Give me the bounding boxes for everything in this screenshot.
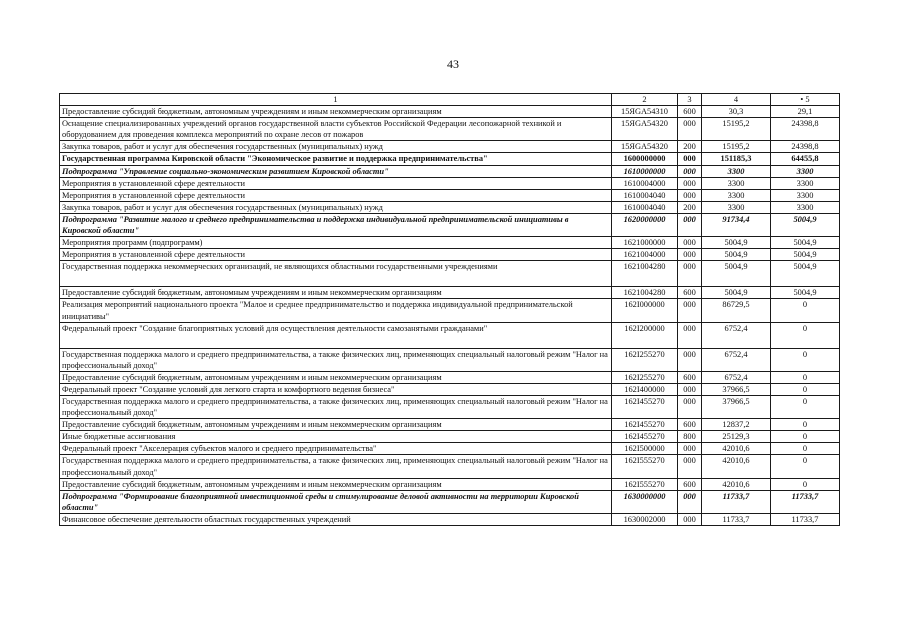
row-value-col4-cell: 3300 bbox=[702, 165, 771, 177]
row-value-col4-cell: 37966,5 bbox=[702, 395, 771, 418]
row-value-col5-cell: 0 bbox=[771, 322, 840, 348]
row-type-cell: 600 bbox=[678, 106, 702, 118]
row-name-cell: Финансовое обеспечение деятельности областных государственных учреждений bbox=[60, 513, 612, 525]
row-value-col4-cell: 11733,7 bbox=[702, 513, 771, 525]
row-name-cell: Государственная поддержка малого и среднего предпринимательства, а также физических лиц, применяющих специальный налоговый режим "Налог на профессиональный доход" bbox=[60, 455, 612, 478]
row-code-cell: 162I455270 bbox=[612, 419, 678, 431]
row-value-col4-cell: 15195,2 bbox=[702, 118, 771, 141]
row-value-col5-cell: 3300 bbox=[771, 165, 840, 177]
row-name-cell: Иные бюджетные ассигнования bbox=[60, 431, 612, 443]
row-value-col4-cell: 5004,9 bbox=[702, 287, 771, 299]
table-row bbox=[60, 513, 840, 525]
row-code-cell: 1620000000 bbox=[612, 213, 678, 236]
table-row bbox=[60, 455, 840, 478]
table-row bbox=[60, 261, 840, 287]
row-name-cell: Мероприятия в установленной сфере деятельности bbox=[60, 189, 612, 201]
table-row bbox=[60, 348, 840, 371]
row-code-cell: 162I200000 bbox=[612, 322, 678, 348]
row-name-cell: Федеральный проект "Создание условий для легкого старта и комфортного ведения бизнеса" bbox=[60, 383, 612, 395]
row-value-col5-cell: 64455,8 bbox=[771, 153, 840, 165]
row-value-col5-cell: 11733,7 bbox=[771, 513, 840, 525]
table-row bbox=[60, 299, 840, 322]
row-value-col5-cell: 24398,8 bbox=[771, 141, 840, 153]
row-type-cell: 600 bbox=[678, 478, 702, 490]
row-code-cell: 162I255270 bbox=[612, 371, 678, 383]
header-col-1: 1 bbox=[60, 94, 612, 106]
row-code-cell: 1630002000 bbox=[612, 513, 678, 525]
row-name-cell: Реализация мероприятий национального проекта "Малое и среднее предпринимательство и поддержка индивидуальной предпринимательской инициативы" bbox=[60, 299, 612, 322]
row-code-cell: 1621004280 bbox=[612, 287, 678, 299]
row-type-cell: 000 bbox=[678, 455, 702, 478]
row-value-col5-cell: 5004,9 bbox=[771, 237, 840, 249]
budget-table bbox=[59, 93, 840, 526]
row-type-cell: 200 bbox=[678, 141, 702, 153]
row-code-cell: 1630000000 bbox=[612, 490, 678, 513]
row-name-cell: Федеральный проект "Акселерация субъектов малого и среднего предпринимательства" bbox=[60, 443, 612, 455]
row-code-cell: 1610000000 bbox=[612, 165, 678, 177]
row-name-cell: Федеральный проект "Создание благоприятных условий для осуществления деятельности самозанятыми гражданами" bbox=[60, 322, 612, 348]
table-row bbox=[60, 237, 840, 249]
row-code-cell: 15ЯGA54310 bbox=[612, 106, 678, 118]
row-value-col5-cell: 5004,9 bbox=[771, 249, 840, 261]
row-code-cell: 162I555270 bbox=[612, 455, 678, 478]
row-code-cell: 162I500000 bbox=[612, 443, 678, 455]
row-value-col5-cell: 11733,7 bbox=[771, 490, 840, 513]
table-row bbox=[60, 478, 840, 490]
row-code-cell: 1621004000 bbox=[612, 249, 678, 261]
table-row bbox=[60, 419, 840, 431]
row-value-col4-cell: 37966,5 bbox=[702, 383, 771, 395]
row-type-cell: 000 bbox=[678, 165, 702, 177]
row-value-col5-cell: 0 bbox=[771, 371, 840, 383]
row-value-col5-cell: 0 bbox=[771, 478, 840, 490]
table-row bbox=[60, 383, 840, 395]
table-row bbox=[60, 287, 840, 299]
table-row bbox=[60, 490, 840, 513]
header-col-5: • 5 bbox=[771, 94, 840, 106]
table-row bbox=[60, 189, 840, 201]
row-type-cell: 000 bbox=[678, 237, 702, 249]
row-value-col5-cell: 29,1 bbox=[771, 106, 840, 118]
row-code-cell: 1621000000 bbox=[612, 237, 678, 249]
row-value-col4-cell: 30,3 bbox=[702, 106, 771, 118]
row-code-cell: 162I000000 bbox=[612, 299, 678, 322]
row-type-cell: 000 bbox=[678, 213, 702, 236]
row-value-col4-cell: 6752,4 bbox=[702, 371, 771, 383]
row-value-col4-cell: 42010,6 bbox=[702, 443, 771, 455]
row-name-cell: Государственная поддержка малого и среднего предпринимательства, а также физических лиц, применяющих специальный налоговый режим "Налог на профессиональный доход" bbox=[60, 395, 612, 418]
row-value-col5-cell: 3300 bbox=[771, 201, 840, 213]
row-value-col5-cell: 0 bbox=[771, 455, 840, 478]
table-row bbox=[60, 249, 840, 261]
row-type-cell: 600 bbox=[678, 419, 702, 431]
table-row bbox=[60, 118, 840, 141]
row-type-cell: 200 bbox=[678, 201, 702, 213]
table-row bbox=[60, 213, 840, 236]
row-type-cell: 000 bbox=[678, 299, 702, 322]
row-type-cell: 000 bbox=[678, 261, 702, 287]
row-value-col5-cell: 0 bbox=[771, 431, 840, 443]
row-code-cell: 162I455270 bbox=[612, 431, 678, 443]
page-number: 43 bbox=[447, 57, 459, 71]
row-value-col4-cell: 5004,9 bbox=[702, 261, 771, 287]
row-value-col4-cell: 5004,9 bbox=[702, 249, 771, 261]
row-value-col5-cell: 0 bbox=[771, 443, 840, 455]
header-col-4: 4 bbox=[702, 94, 771, 106]
row-name-cell: Предоставление субсидий бюджетным, автономным учреждениям и иным некоммерческим организациям bbox=[60, 478, 612, 490]
row-code-cell: 15ЯGA54320 bbox=[612, 141, 678, 153]
row-value-col5-cell: 5004,9 bbox=[771, 261, 840, 287]
row-name-cell: Государственная поддержка малого и среднего предпринимательства, а также физических лиц, применяющих специальный налоговый режим "Налог на профессиональный доход" bbox=[60, 348, 612, 371]
row-name-cell: Подпрограмма "Развитие малого и среднего предпринимательства и поддержка индивидуальной предпринимательской инициативы в Кировской области" bbox=[60, 213, 612, 236]
row-value-col4-cell: 12837,2 bbox=[702, 419, 771, 431]
row-name-cell: Предоставление субсидий бюджетным, автономным учреждениям и иным некоммерческим организациям bbox=[60, 287, 612, 299]
row-name-cell: Государственная программа Кировской области "Экономическое развитие и поддержка предпринимательства" bbox=[60, 153, 612, 165]
row-type-cell: 000 bbox=[678, 348, 702, 371]
row-type-cell: 000 bbox=[678, 395, 702, 418]
row-type-cell: 000 bbox=[678, 383, 702, 395]
row-value-col4-cell: 3300 bbox=[702, 201, 771, 213]
row-name-cell: Подпрограмма "Формирование благоприятной инвестиционной среды и стимулирование деловой активности на территории Кировской области" bbox=[60, 490, 612, 513]
table-row bbox=[60, 322, 840, 348]
header-col-2: 2 bbox=[612, 94, 678, 106]
row-value-col4-cell: 6752,4 bbox=[702, 348, 771, 371]
table-row bbox=[60, 153, 840, 165]
table-row bbox=[60, 177, 840, 189]
table-header-row bbox=[60, 94, 840, 106]
row-value-col4-cell: 151185,3 bbox=[702, 153, 771, 165]
row-value-col4-cell: 42010,6 bbox=[702, 455, 771, 478]
row-value-col4-cell: 86729,5 bbox=[702, 299, 771, 322]
row-value-col5-cell: 24398,8 bbox=[771, 118, 840, 141]
row-code-cell: 15ЯGA54320 bbox=[612, 118, 678, 141]
header-col-3: 3 bbox=[678, 94, 702, 106]
row-value-col5-cell: 3300 bbox=[771, 189, 840, 201]
row-name-cell: Мероприятия программ (подпрограмм) bbox=[60, 237, 612, 249]
row-type-cell: 000 bbox=[678, 177, 702, 189]
row-code-cell: 1610004040 bbox=[612, 189, 678, 201]
row-value-col5-cell: 0 bbox=[771, 383, 840, 395]
row-name-cell: Государственная поддержка некоммерческих организаций, не являющихся областными государственными учреждениями bbox=[60, 261, 612, 287]
row-value-col4-cell: 15195,2 bbox=[702, 141, 771, 153]
row-value-col5-cell: 0 bbox=[771, 348, 840, 371]
budget-table-body bbox=[60, 94, 840, 526]
row-code-cell: 162I555270 bbox=[612, 478, 678, 490]
row-value-col5-cell: 0 bbox=[771, 395, 840, 418]
row-name-cell: Предоставление субсидий бюджетным, автономным учреждениям и иным некоммерческим организациям bbox=[60, 419, 612, 431]
row-value-col4-cell: 11733,7 bbox=[702, 490, 771, 513]
row-code-cell: 162I455270 bbox=[612, 395, 678, 418]
row-name-cell: Закупка товаров, работ и услуг для обеспечения государственных (муниципальных) нужд bbox=[60, 141, 612, 153]
row-name-cell: Мероприятия в установленной сфере деятельности bbox=[60, 177, 612, 189]
row-value-col5-cell: 5004,9 bbox=[771, 213, 840, 236]
row-code-cell: 1610004000 bbox=[612, 177, 678, 189]
row-value-col5-cell: 3300 bbox=[771, 177, 840, 189]
table-row bbox=[60, 395, 840, 418]
table-row bbox=[60, 431, 840, 443]
row-type-cell: 600 bbox=[678, 287, 702, 299]
row-type-cell: 600 bbox=[678, 371, 702, 383]
table-row bbox=[60, 106, 840, 118]
row-value-col5-cell: 5004,9 bbox=[771, 287, 840, 299]
table-row bbox=[60, 371, 840, 383]
row-code-cell: 1600000000 bbox=[612, 153, 678, 165]
row-value-col4-cell: 6752,4 bbox=[702, 322, 771, 348]
row-name-cell: Оснащение специализированных учреждений органов государственной власти субъектов Российской Федерации лесопожарной техникой и оборудованием для проведения комплекса мероприятий по охране лесов от пожаров bbox=[60, 118, 612, 141]
row-type-cell: 000 bbox=[678, 443, 702, 455]
table-row bbox=[60, 201, 840, 213]
row-name-cell: Закупка товаров, работ и услуг для обеспечения государственных (муниципальных) нужд bbox=[60, 201, 612, 213]
row-code-cell: 1610004040 bbox=[612, 201, 678, 213]
row-value-col4-cell: 3300 bbox=[702, 189, 771, 201]
row-type-cell: 000 bbox=[678, 513, 702, 525]
row-value-col4-cell: 3300 bbox=[702, 177, 771, 189]
row-type-cell: 000 bbox=[678, 118, 702, 141]
row-value-col4-cell: 5004,9 bbox=[702, 237, 771, 249]
row-type-cell: 800 bbox=[678, 431, 702, 443]
row-type-cell: 000 bbox=[678, 189, 702, 201]
row-type-cell: 000 bbox=[678, 322, 702, 348]
row-type-cell: 000 bbox=[678, 490, 702, 513]
table-row bbox=[60, 141, 840, 153]
row-value-col5-cell: 0 bbox=[771, 419, 840, 431]
row-name-cell: Предоставление субсидий бюджетным, автономным учреждениям и иным некоммерческим организациям bbox=[60, 106, 612, 118]
row-code-cell: 162I400000 bbox=[612, 383, 678, 395]
row-value-col5-cell: 0 bbox=[771, 299, 840, 322]
table-row bbox=[60, 443, 840, 455]
row-name-cell: Предоставление субсидий бюджетным, автономным учреждениям и иным некоммерческим организациям bbox=[60, 371, 612, 383]
row-value-col4-cell: 42010,6 bbox=[702, 478, 771, 490]
row-code-cell: 162I255270 bbox=[612, 348, 678, 371]
row-value-col4-cell: 25129,3 bbox=[702, 431, 771, 443]
row-code-cell: 1621004280 bbox=[612, 261, 678, 287]
row-name-cell: Мероприятия в установленной сфере деятельности bbox=[60, 249, 612, 261]
row-type-cell: 000 bbox=[678, 249, 702, 261]
row-type-cell: 000 bbox=[678, 153, 702, 165]
row-name-cell: Подпрограмма "Управление социально-экономическим развитием Кировской области" bbox=[60, 165, 612, 177]
table-row bbox=[60, 165, 840, 177]
row-value-col4-cell: 91734,4 bbox=[702, 213, 771, 236]
